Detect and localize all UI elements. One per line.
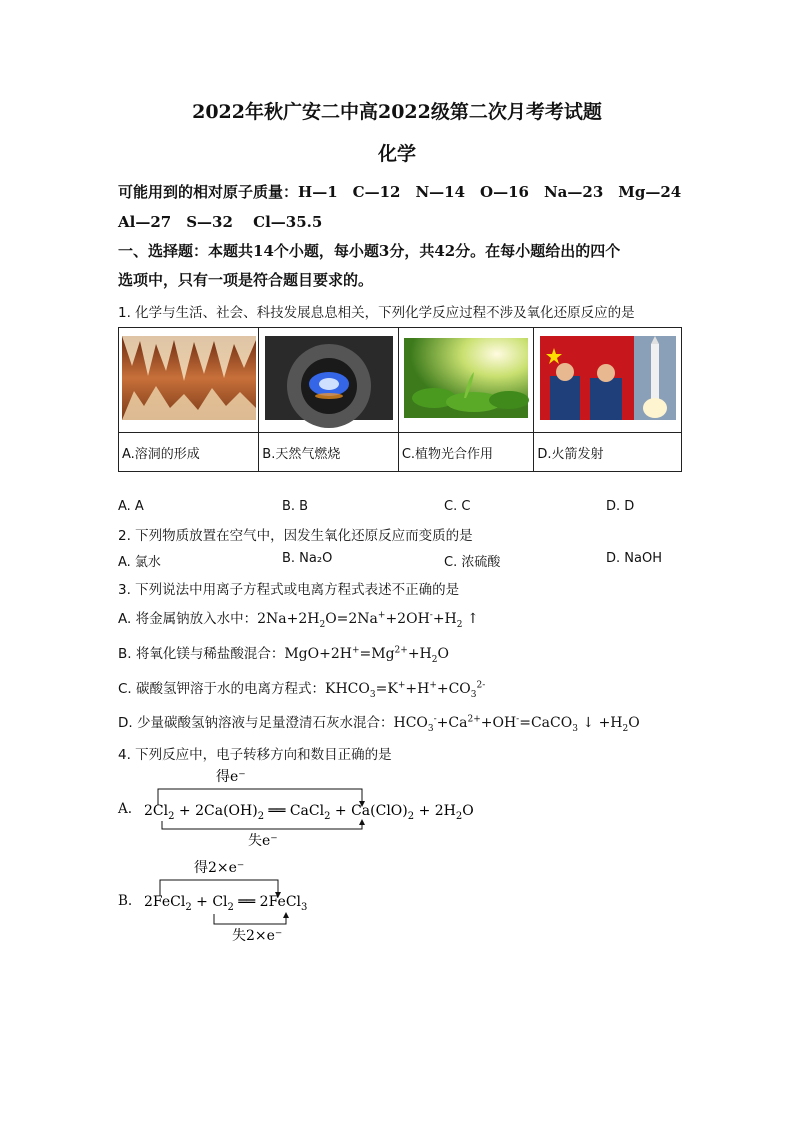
q2-option-b: B. Na₂O <box>282 551 333 566</box>
q4-a-lose-arrowhead <box>359 819 365 825</box>
q3-c-label: C. 碳酸氢钾溶于水的电离方程式： <box>118 681 326 697</box>
atomic-mass-line1 <box>118 181 681 202</box>
q1-option-a: A. A <box>118 499 144 514</box>
section-heading-line1: 一、选择题：本题共14个小题，每小题3分，共42分。在每小题给出的四个 <box>118 242 621 260</box>
cave-image <box>122 336 256 420</box>
q1-caption-c: C.植物光合作用 <box>398 433 534 472</box>
subject-title: 化学 <box>377 143 416 165</box>
q1-image-table <box>118 327 682 472</box>
q1-stem: 1. 化学与生活、社会、科技发展息息相关，下列化学反应过程不涉及氧化还原反应的是 <box>118 305 635 321</box>
q3-option-c <box>118 677 486 700</box>
q4-stem: 4. 下列反应中，电子转移方向和数目正确的是 <box>118 747 392 763</box>
q1-option-c: C. C <box>444 499 471 514</box>
atomic-mass-values1: H—1 C—12 N—14 O—16 Na—23 Mg—24 <box>298 183 682 201</box>
q3-option-a <box>118 607 479 630</box>
q1-option-b: B. B <box>282 499 309 514</box>
page-title: 2022年秋广安二中高2022级第二次月考考试题 <box>192 101 602 123</box>
q4-a-label: A. <box>118 801 133 817</box>
q1-cell-cave <box>119 328 259 433</box>
q1-cell-rocket <box>534 328 682 433</box>
q1-cell-gas <box>259 328 399 433</box>
q3-c-equation: $KHCO_3=K^++H^++CO_3^{2-}$ <box>325 680 486 700</box>
gas-flame-image <box>265 336 393 420</box>
q1-cell-plant <box>398 328 534 433</box>
q4-b-lose-text: 失2×e⁻ <box>232 928 283 944</box>
q4-b-label: B. <box>118 893 133 909</box>
q2-option-d: D. NaOH <box>606 551 662 566</box>
q3-stem: 3. 下列说法中用离子方程式或电离方程式表述不正确的是 <box>118 582 460 598</box>
q3-option-b <box>118 642 449 665</box>
q4-a-equation: $2Cl_2 + 2Ca(OH)_2$ ══ CaCl$_2$ + $Ca(ClO)_2 + 2H_2O$ <box>144 803 474 822</box>
atomic-mass-label: 可能用到的相对原子质量： <box>118 183 299 201</box>
q4-a-gain-text: 得e⁻ <box>216 769 246 785</box>
atomic-mass-line2: Al—27 S—32 Cl—35.5 <box>118 213 323 231</box>
q3-a-label: A. 将金属钠放入水中： <box>118 611 258 627</box>
rocket-launch-image <box>540 336 676 420</box>
q2-stem: 2. 下列物质放置在空气中，因发生氧化还原反应而变质的是 <box>118 528 473 544</box>
q3-b-equation: $MgO+2H^+=Mg^{2+}+H_2O$ <box>284 645 449 665</box>
q4-a-diagram <box>140 765 474 851</box>
q1-option-d: D. D <box>606 499 635 514</box>
q1-caption-d: D.火箭发射 <box>534 433 682 472</box>
q3-d-equation: $HCO_3^-+Ca^{2+}+OH^-=CaCO_3$ ↓ $+H_2O$ <box>393 714 640 734</box>
q4-b-equation: 2FeCl$_2$ + $Cl_2$ ══ 2FeCl$_3$ <box>144 894 308 913</box>
q2-option-a: A. 氯水 <box>118 555 161 570</box>
q3-option-d <box>118 711 640 734</box>
q4-b-gain-text: 得2×e⁻ <box>194 860 245 876</box>
q4-b-diagram <box>140 856 340 946</box>
section-heading-line2: 选项中，只有一项是符合题目要求的。 <box>118 271 374 289</box>
tea-plant-image <box>404 338 528 418</box>
q1-caption-a: A.溶洞的形成 <box>119 433 259 472</box>
q4-b-lose-arrow <box>214 914 286 924</box>
q3-b-label: B. 将氧化镁与稀盐酸混合： <box>118 646 285 662</box>
q3-a-equation: $2Na+2H_2O=2Na^++2OH^-+H_2$ ↑ <box>257 610 479 630</box>
q4-a-lose-text: 失e⁻ <box>248 833 278 849</box>
q1-caption-b: B.天然气燃烧 <box>259 433 399 472</box>
q4-b-lose-arrowhead <box>283 912 289 918</box>
q4-a-lose-arrow <box>162 821 362 829</box>
q2-option-c: C. 浓硫酸 <box>444 555 501 570</box>
q3-d-label: D. 少量碳酸氢钠溶液与足量澄清石灰水混合： <box>118 715 394 731</box>
